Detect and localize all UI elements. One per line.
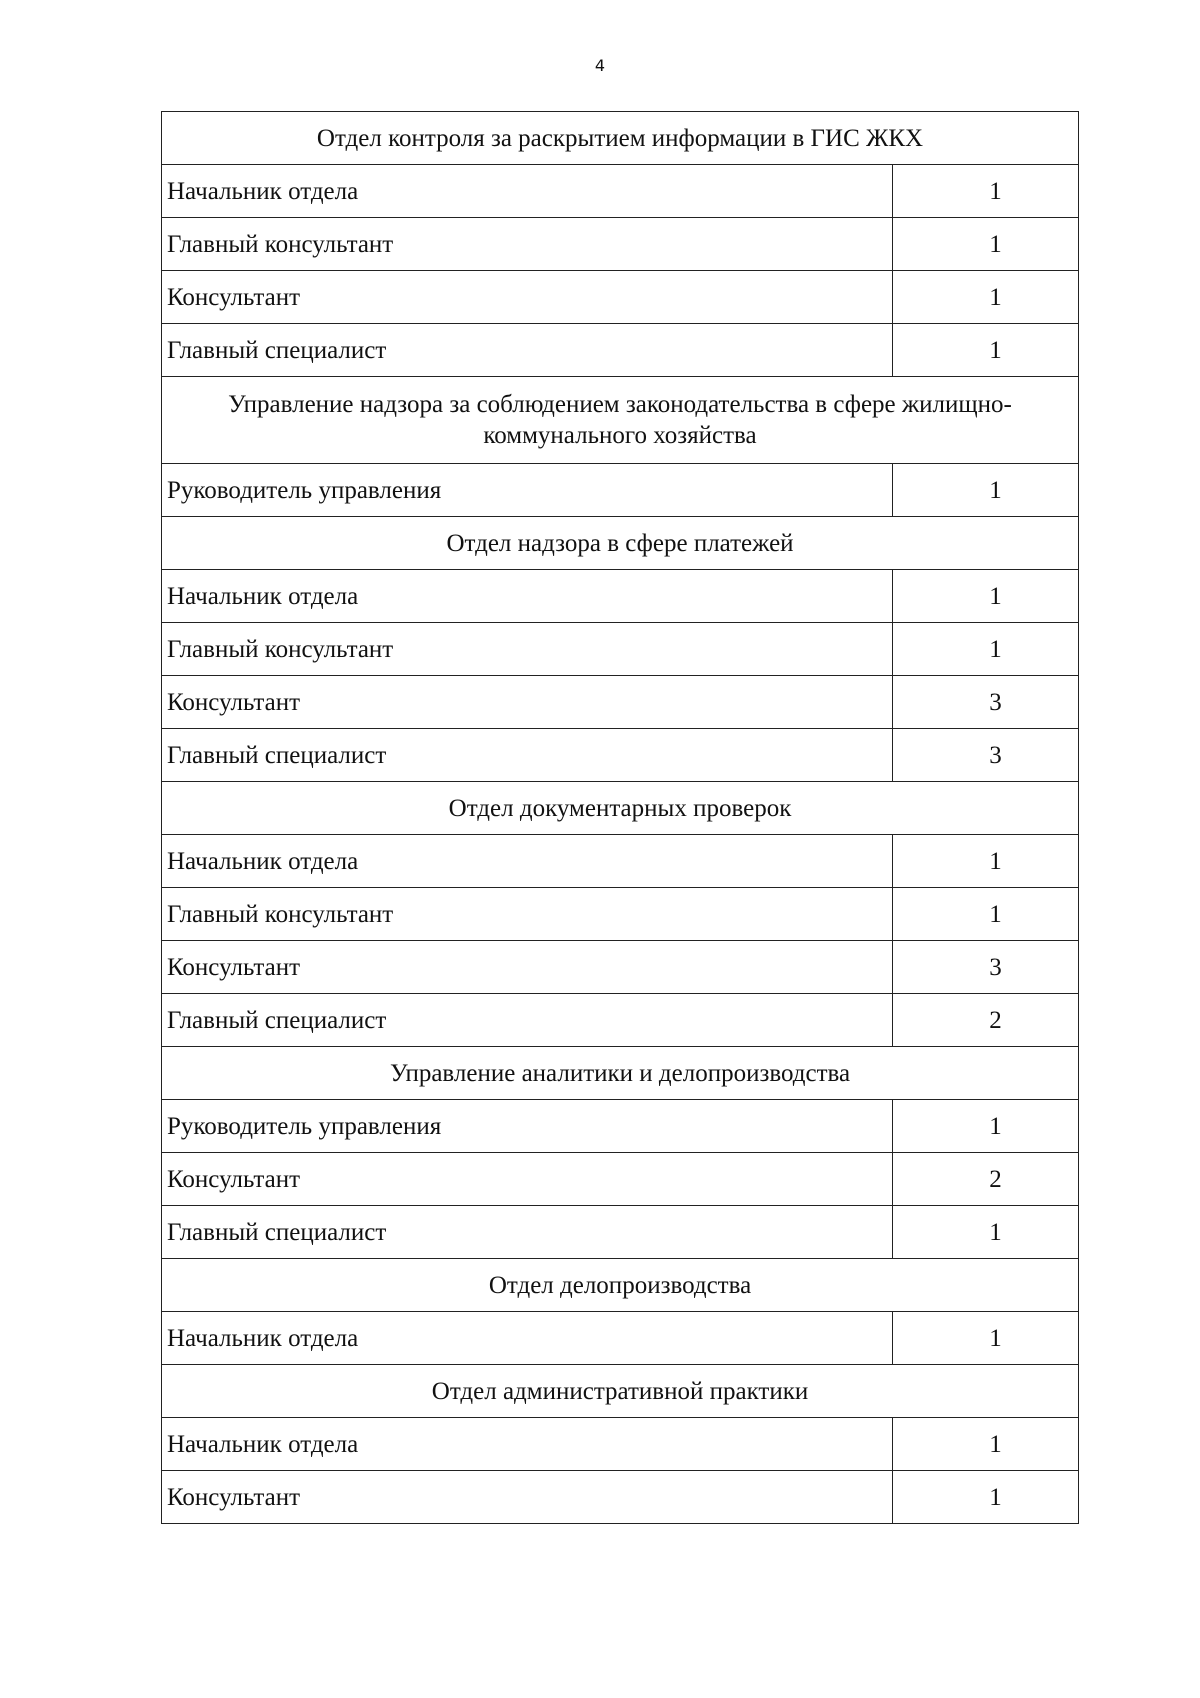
position-name: Главный консультант (162, 623, 893, 676)
position-name: Консультант (162, 271, 893, 324)
section-header-row (162, 782, 1079, 835)
position-row (162, 1471, 1079, 1524)
section-header-row (162, 1259, 1079, 1312)
section-title: Управление надзора за соблюдением законодательства в сфере жилищно-коммунального хозяйства (162, 377, 1079, 464)
position-count: 1 (893, 1206, 1079, 1259)
section-title: Отдел административной практики (162, 1365, 1079, 1418)
position-row (162, 1153, 1079, 1206)
position-count: 1 (893, 1418, 1079, 1471)
position-count: 2 (893, 1153, 1079, 1206)
position-row (162, 1100, 1079, 1153)
position-row (162, 218, 1079, 271)
section-header-row (162, 1365, 1079, 1418)
position-row (162, 623, 1079, 676)
section-header-row (162, 377, 1079, 464)
position-row (162, 271, 1079, 324)
page-number: 4 (594, 56, 606, 75)
position-count: 3 (893, 941, 1079, 994)
position-row (162, 994, 1079, 1047)
position-count: 1 (893, 165, 1079, 218)
position-row (162, 729, 1079, 782)
position-row (162, 941, 1079, 994)
position-count: 1 (893, 888, 1079, 941)
section-title: Отдел делопроизводства (162, 1259, 1079, 1312)
position-name: Руководитель управления (162, 464, 893, 517)
position-count: 1 (893, 1471, 1079, 1524)
position-count: 2 (893, 994, 1079, 1047)
position-row (162, 1206, 1079, 1259)
position-name: Главный специалист (162, 729, 893, 782)
position-row (162, 570, 1079, 623)
position-count: 3 (893, 729, 1079, 782)
position-name: Консультант (162, 676, 893, 729)
position-row (162, 324, 1079, 377)
position-count: 1 (893, 570, 1079, 623)
section-title: Управление аналитики и делопроизводства (162, 1047, 1079, 1100)
position-name: Главный специалист (162, 1206, 893, 1259)
position-count: 1 (893, 623, 1079, 676)
position-row (162, 1312, 1079, 1365)
position-row (162, 165, 1079, 218)
position-name: Главный консультант (162, 888, 893, 941)
position-name: Начальник отдела (162, 835, 893, 888)
staffing-table (161, 111, 1079, 1524)
position-name: Главный специалист (162, 324, 893, 377)
position-name: Главный консультант (162, 218, 893, 271)
position-row (162, 1418, 1079, 1471)
section-header-row (162, 517, 1079, 570)
section-title: Отдел документарных проверок (162, 782, 1079, 835)
position-count: 1 (893, 1100, 1079, 1153)
position-count: 1 (893, 271, 1079, 324)
section-header-row (162, 112, 1079, 165)
staffing-table-body (162, 112, 1079, 1524)
section-title: Отдел контроля за раскрытием информации в ГИС ЖКХ (162, 112, 1079, 165)
position-row (162, 676, 1079, 729)
position-name: Консультант (162, 1153, 893, 1206)
section-title: Отдел надзора в сфере платежей (162, 517, 1079, 570)
position-name: Консультант (162, 1471, 893, 1524)
position-count: 1 (893, 1312, 1079, 1365)
position-name: Начальник отдела (162, 1312, 893, 1365)
position-count: 1 (893, 835, 1079, 888)
position-row (162, 464, 1079, 517)
position-count: 3 (893, 676, 1079, 729)
position-name: Руководитель управления (162, 1100, 893, 1153)
position-name: Начальник отдела (162, 570, 893, 623)
position-name: Начальник отдела (162, 1418, 893, 1471)
position-name: Консультант (162, 941, 893, 994)
position-name: Главный специалист (162, 994, 893, 1047)
position-count: 1 (893, 324, 1079, 377)
position-name: Начальник отдела (162, 165, 893, 218)
position-count: 1 (893, 218, 1079, 271)
position-count: 1 (893, 464, 1079, 517)
position-row (162, 835, 1079, 888)
section-header-row (162, 1047, 1079, 1100)
position-row (162, 888, 1079, 941)
